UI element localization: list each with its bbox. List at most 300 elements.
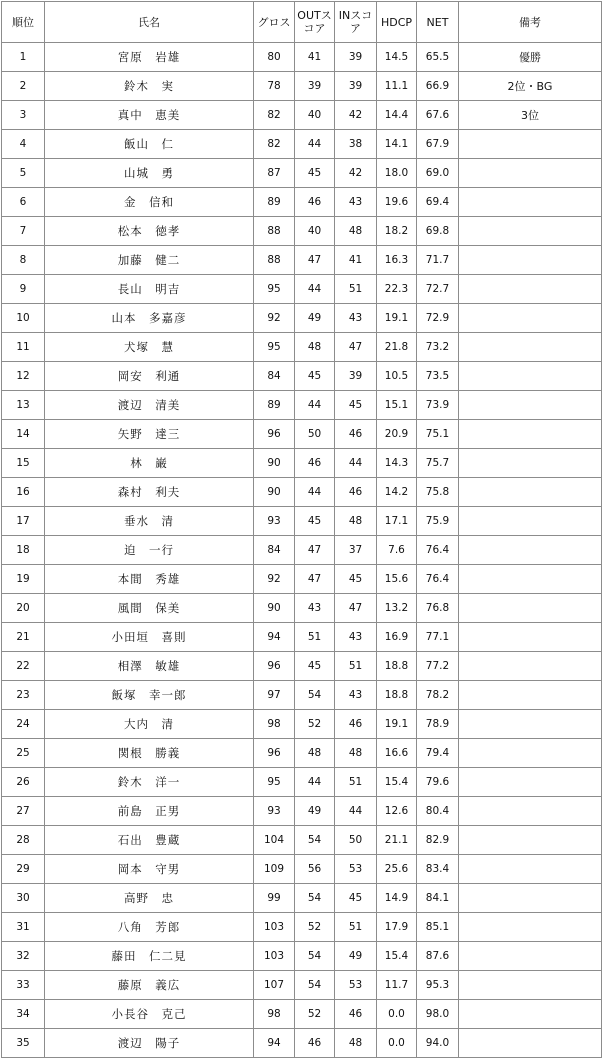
cell-remarks: 優勝	[459, 43, 602, 72]
cell-gross: 82	[254, 130, 295, 159]
table-row	[2, 478, 602, 507]
cell-rank: 32	[2, 942, 45, 971]
cell-remarks	[459, 130, 602, 159]
cell-in: 39	[335, 362, 377, 391]
cell-hdcp: 19.1	[377, 710, 417, 739]
table-row	[2, 971, 602, 1000]
cell-rank: 22	[2, 652, 45, 681]
cell-hdcp: 16.9	[377, 623, 417, 652]
cell-name: 渡辺 陽子	[45, 1029, 254, 1058]
cell-name: 関根 勝義	[45, 739, 254, 768]
cell-in: 45	[335, 884, 377, 913]
cell-out: 54	[295, 681, 335, 710]
cell-remarks	[459, 246, 602, 275]
cell-hdcp: 0.0	[377, 1029, 417, 1058]
cell-in: 37	[335, 536, 377, 565]
cell-gross: 87	[254, 159, 295, 188]
cell-hdcp: 17.9	[377, 913, 417, 942]
cell-gross: 90	[254, 449, 295, 478]
cell-gross: 92	[254, 565, 295, 594]
cell-name: 相澤 敏雄	[45, 652, 254, 681]
cell-out: 46	[295, 449, 335, 478]
cell-rank: 18	[2, 536, 45, 565]
table-row	[2, 72, 602, 101]
cell-out: 54	[295, 884, 335, 913]
cell-gross: 104	[254, 826, 295, 855]
cell-gross: 82	[254, 101, 295, 130]
cell-gross: 99	[254, 884, 295, 913]
cell-out: 54	[295, 971, 335, 1000]
cell-out: 48	[295, 739, 335, 768]
cell-out: 54	[295, 942, 335, 971]
cell-net: 79.4	[417, 739, 459, 768]
cell-name: 飯山 仁	[45, 130, 254, 159]
cell-gross: 97	[254, 681, 295, 710]
cell-rank: 27	[2, 797, 45, 826]
cell-in: 51	[335, 275, 377, 304]
cell-name: 加藤 健二	[45, 246, 254, 275]
cell-in: 46	[335, 710, 377, 739]
cell-net: 80.4	[417, 797, 459, 826]
cell-out: 47	[295, 536, 335, 565]
table-row	[2, 449, 602, 478]
table-row	[2, 275, 602, 304]
cell-in: 43	[335, 681, 377, 710]
cell-in: 48	[335, 217, 377, 246]
table-row	[2, 362, 602, 391]
cell-net: 83.4	[417, 855, 459, 884]
cell-rank: 12	[2, 362, 45, 391]
cell-name: 藤田 仁二見	[45, 942, 254, 971]
cell-remarks	[459, 971, 602, 1000]
header-row	[2, 2, 602, 43]
cell-net: 72.9	[417, 304, 459, 333]
cell-remarks	[459, 681, 602, 710]
cell-remarks	[459, 478, 602, 507]
cell-net: 84.1	[417, 884, 459, 913]
cell-remarks	[459, 855, 602, 884]
header-in-score: INスコア	[335, 2, 377, 43]
cell-net: 79.6	[417, 768, 459, 797]
cell-name: 森村 利夫	[45, 478, 254, 507]
cell-remarks	[459, 188, 602, 217]
cell-out: 54	[295, 826, 335, 855]
cell-gross: 103	[254, 942, 295, 971]
table-row	[2, 101, 602, 130]
cell-out: 56	[295, 855, 335, 884]
cell-hdcp: 14.4	[377, 101, 417, 130]
cell-hdcp: 14.3	[377, 449, 417, 478]
cell-out: 48	[295, 333, 335, 362]
cell-rank: 15	[2, 449, 45, 478]
cell-in: 42	[335, 101, 377, 130]
table-row	[2, 768, 602, 797]
cell-hdcp: 0.0	[377, 1000, 417, 1029]
cell-gross: 98	[254, 710, 295, 739]
cell-gross: 92	[254, 304, 295, 333]
cell-name: 鈴木 洋一	[45, 768, 254, 797]
cell-rank: 21	[2, 623, 45, 652]
cell-in: 51	[335, 652, 377, 681]
cell-in: 48	[335, 739, 377, 768]
cell-name: 渡辺 清美	[45, 391, 254, 420]
cell-rank: 20	[2, 594, 45, 623]
cell-hdcp: 14.1	[377, 130, 417, 159]
cell-name: 石出 豊蔵	[45, 826, 254, 855]
cell-hdcp: 14.9	[377, 884, 417, 913]
cell-rank: 34	[2, 1000, 45, 1029]
cell-remarks	[459, 159, 602, 188]
cell-gross: 98	[254, 1000, 295, 1029]
cell-in: 53	[335, 855, 377, 884]
cell-name: 矢野 達三	[45, 420, 254, 449]
table-row	[2, 536, 602, 565]
cell-net: 71.7	[417, 246, 459, 275]
cell-net: 76.4	[417, 536, 459, 565]
cell-hdcp: 18.0	[377, 159, 417, 188]
cell-net: 75.9	[417, 507, 459, 536]
cell-name: 金 信和	[45, 188, 254, 217]
cell-name: 山城 勇	[45, 159, 254, 188]
cell-net: 69.4	[417, 188, 459, 217]
cell-remarks	[459, 884, 602, 913]
cell-out: 44	[295, 768, 335, 797]
cell-in: 41	[335, 246, 377, 275]
cell-remarks	[459, 362, 602, 391]
table-row	[2, 942, 602, 971]
header-remarks: 備考	[459, 2, 602, 43]
cell-in: 39	[335, 43, 377, 72]
cell-rank: 33	[2, 971, 45, 1000]
cell-hdcp: 15.4	[377, 942, 417, 971]
cell-rank: 31	[2, 913, 45, 942]
cell-gross: 93	[254, 797, 295, 826]
table-row	[2, 652, 602, 681]
cell-net: 75.7	[417, 449, 459, 478]
cell-out: 50	[295, 420, 335, 449]
cell-out: 40	[295, 217, 335, 246]
table-row	[2, 1000, 602, 1029]
cell-remarks	[459, 913, 602, 942]
cell-hdcp: 22.3	[377, 275, 417, 304]
cell-hdcp: 15.1	[377, 391, 417, 420]
cell-rank: 28	[2, 826, 45, 855]
cell-gross: 88	[254, 217, 295, 246]
cell-remarks	[459, 536, 602, 565]
cell-rank: 17	[2, 507, 45, 536]
cell-out: 45	[295, 159, 335, 188]
cell-rank: 29	[2, 855, 45, 884]
cell-in: 45	[335, 565, 377, 594]
header-hdcp: HDCP	[377, 2, 417, 43]
cell-gross: 78	[254, 72, 295, 101]
cell-hdcp: 16.6	[377, 739, 417, 768]
table-row	[2, 43, 602, 72]
cell-name: 宮原 岩雄	[45, 43, 254, 72]
cell-name: 風間 保美	[45, 594, 254, 623]
cell-name: 小長谷 克己	[45, 1000, 254, 1029]
cell-out: 47	[295, 246, 335, 275]
cell-out: 46	[295, 188, 335, 217]
cell-in: 50	[335, 826, 377, 855]
cell-out: 41	[295, 43, 335, 72]
cell-rank: 19	[2, 565, 45, 594]
cell-rank: 3	[2, 101, 45, 130]
cell-hdcp: 18.8	[377, 652, 417, 681]
cell-hdcp: 12.6	[377, 797, 417, 826]
cell-in: 49	[335, 942, 377, 971]
table-row	[2, 188, 602, 217]
cell-in: 46	[335, 420, 377, 449]
cell-name: 岡安 利通	[45, 362, 254, 391]
cell-net: 72.7	[417, 275, 459, 304]
cell-in: 43	[335, 623, 377, 652]
table-row	[2, 391, 602, 420]
cell-rank: 26	[2, 768, 45, 797]
table-row	[2, 507, 602, 536]
cell-remarks: 2位・BG	[459, 72, 602, 101]
cell-in: 47	[335, 333, 377, 362]
cell-gross: 89	[254, 188, 295, 217]
cell-hdcp: 19.6	[377, 188, 417, 217]
table-row	[2, 304, 602, 333]
cell-hdcp: 20.9	[377, 420, 417, 449]
cell-remarks	[459, 333, 602, 362]
cell-remarks	[459, 391, 602, 420]
table-row	[2, 739, 602, 768]
cell-in: 44	[335, 797, 377, 826]
cell-rank: 35	[2, 1029, 45, 1058]
cell-name: 垂水 清	[45, 507, 254, 536]
cell-net: 69.0	[417, 159, 459, 188]
cell-remarks	[459, 710, 602, 739]
cell-hdcp: 7.6	[377, 536, 417, 565]
cell-remarks	[459, 826, 602, 855]
table-row	[2, 681, 602, 710]
cell-gross: 107	[254, 971, 295, 1000]
cell-rank: 25	[2, 739, 45, 768]
cell-in: 43	[335, 188, 377, 217]
cell-gross: 103	[254, 913, 295, 942]
cell-net: 77.1	[417, 623, 459, 652]
cell-gross: 89	[254, 391, 295, 420]
cell-gross: 95	[254, 768, 295, 797]
header-out-score: OUTスコア	[295, 2, 335, 43]
cell-gross: 94	[254, 623, 295, 652]
cell-in: 38	[335, 130, 377, 159]
cell-hdcp: 21.8	[377, 333, 417, 362]
cell-net: 67.9	[417, 130, 459, 159]
cell-out: 52	[295, 710, 335, 739]
cell-out: 44	[295, 130, 335, 159]
cell-hdcp: 15.6	[377, 565, 417, 594]
cell-remarks	[459, 275, 602, 304]
cell-hdcp: 13.2	[377, 594, 417, 623]
cell-out: 49	[295, 797, 335, 826]
cell-net: 73.9	[417, 391, 459, 420]
cell-remarks	[459, 739, 602, 768]
cell-in: 46	[335, 1000, 377, 1029]
cell-in: 51	[335, 913, 377, 942]
cell-hdcp: 19.1	[377, 304, 417, 333]
cell-remarks	[459, 420, 602, 449]
cell-out: 39	[295, 72, 335, 101]
cell-name: 犬塚 慧	[45, 333, 254, 362]
cell-hdcp: 14.5	[377, 43, 417, 72]
cell-out: 44	[295, 478, 335, 507]
table-row	[2, 246, 602, 275]
cell-name: 山本 多嘉彦	[45, 304, 254, 333]
cell-net: 87.6	[417, 942, 459, 971]
cell-hdcp: 25.6	[377, 855, 417, 884]
cell-net: 95.3	[417, 971, 459, 1000]
cell-out: 52	[295, 1000, 335, 1029]
cell-net: 69.8	[417, 217, 459, 246]
cell-hdcp: 21.1	[377, 826, 417, 855]
cell-net: 78.2	[417, 681, 459, 710]
cell-remarks	[459, 1000, 602, 1029]
cell-out: 51	[295, 623, 335, 652]
cell-name: 八角 芳郎	[45, 913, 254, 942]
table-row	[2, 710, 602, 739]
cell-rank: 4	[2, 130, 45, 159]
cell-in: 53	[335, 971, 377, 1000]
cell-name: 松本 徳孝	[45, 217, 254, 246]
cell-rank: 23	[2, 681, 45, 710]
cell-out: 52	[295, 913, 335, 942]
cell-gross: 109	[254, 855, 295, 884]
cell-gross: 94	[254, 1029, 295, 1058]
cell-hdcp: 17.1	[377, 507, 417, 536]
table-row	[2, 797, 602, 826]
cell-name: 林 巌	[45, 449, 254, 478]
cell-rank: 14	[2, 420, 45, 449]
cell-rank: 6	[2, 188, 45, 217]
cell-net: 85.1	[417, 913, 459, 942]
cell-rank: 8	[2, 246, 45, 275]
cell-hdcp: 18.2	[377, 217, 417, 246]
table-row	[2, 855, 602, 884]
cell-net: 73.5	[417, 362, 459, 391]
cell-remarks	[459, 797, 602, 826]
cell-remarks	[459, 594, 602, 623]
cell-net: 65.5	[417, 43, 459, 72]
cell-hdcp: 11.7	[377, 971, 417, 1000]
cell-gross: 96	[254, 652, 295, 681]
cell-net: 78.9	[417, 710, 459, 739]
cell-net: 66.9	[417, 72, 459, 101]
cell-remarks	[459, 565, 602, 594]
cell-gross: 95	[254, 333, 295, 362]
cell-remarks	[459, 942, 602, 971]
cell-gross: 84	[254, 536, 295, 565]
cell-out: 45	[295, 652, 335, 681]
cell-gross: 84	[254, 362, 295, 391]
cell-rank: 5	[2, 159, 45, 188]
cell-net: 73.2	[417, 333, 459, 362]
cell-hdcp: 11.1	[377, 72, 417, 101]
cell-in: 51	[335, 768, 377, 797]
cell-name: 前島 正男	[45, 797, 254, 826]
cell-rank: 16	[2, 478, 45, 507]
cell-name: 飯塚 幸一郎	[45, 681, 254, 710]
cell-remarks	[459, 217, 602, 246]
cell-net: 77.2	[417, 652, 459, 681]
cell-name: 本間 秀雄	[45, 565, 254, 594]
cell-out: 46	[295, 1029, 335, 1058]
cell-net: 98.0	[417, 1000, 459, 1029]
table-row	[2, 1029, 602, 1058]
cell-out: 44	[295, 391, 335, 420]
cell-gross: 80	[254, 43, 295, 72]
cell-gross: 95	[254, 275, 295, 304]
table-row	[2, 826, 602, 855]
cell-out: 49	[295, 304, 335, 333]
cell-remarks: 3位	[459, 101, 602, 130]
cell-in: 43	[335, 304, 377, 333]
cell-hdcp: 10.5	[377, 362, 417, 391]
header-rank: 順位	[2, 2, 45, 43]
cell-gross: 90	[254, 594, 295, 623]
table-row	[2, 217, 602, 246]
cell-net: 94.0	[417, 1029, 459, 1058]
cell-name: 高野 忠	[45, 884, 254, 913]
cell-out: 40	[295, 101, 335, 130]
cell-gross: 88	[254, 246, 295, 275]
cell-out: 45	[295, 507, 335, 536]
cell-rank: 7	[2, 217, 45, 246]
cell-gross: 90	[254, 478, 295, 507]
cell-gross: 96	[254, 739, 295, 768]
cell-in: 45	[335, 391, 377, 420]
cell-gross: 96	[254, 420, 295, 449]
cell-remarks	[459, 652, 602, 681]
cell-in: 48	[335, 1029, 377, 1058]
cell-in: 44	[335, 449, 377, 478]
cell-net: 76.4	[417, 565, 459, 594]
cell-rank: 30	[2, 884, 45, 913]
cell-remarks	[459, 507, 602, 536]
cell-in: 46	[335, 478, 377, 507]
cell-rank: 10	[2, 304, 45, 333]
cell-rank: 13	[2, 391, 45, 420]
cell-rank: 2	[2, 72, 45, 101]
cell-net: 82.9	[417, 826, 459, 855]
cell-out: 45	[295, 362, 335, 391]
cell-net: 75.1	[417, 420, 459, 449]
cell-remarks	[459, 768, 602, 797]
cell-name: 長山 明吉	[45, 275, 254, 304]
table-body	[2, 43, 602, 1058]
table-row	[2, 159, 602, 188]
table-row	[2, 565, 602, 594]
cell-rank: 24	[2, 710, 45, 739]
cell-out: 43	[295, 594, 335, 623]
cell-remarks	[459, 304, 602, 333]
table-row	[2, 913, 602, 942]
cell-net: 76.8	[417, 594, 459, 623]
cell-out: 44	[295, 275, 335, 304]
cell-in: 39	[335, 72, 377, 101]
cell-rank: 9	[2, 275, 45, 304]
cell-name: 小田垣 喜則	[45, 623, 254, 652]
header-net: NET	[417, 2, 459, 43]
cell-name: 大内 清	[45, 710, 254, 739]
cell-net: 75.8	[417, 478, 459, 507]
table-row	[2, 130, 602, 159]
cell-in: 42	[335, 159, 377, 188]
cell-hdcp: 14.2	[377, 478, 417, 507]
